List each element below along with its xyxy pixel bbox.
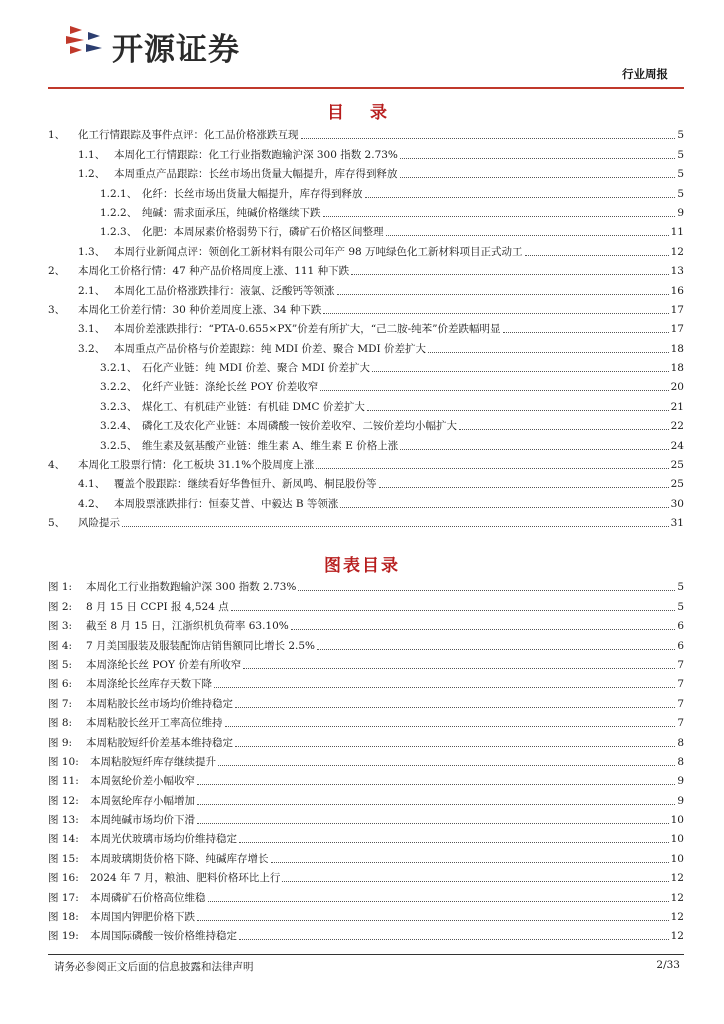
figure-entry[interactable] <box>48 594 684 613</box>
figure-entry[interactable] <box>48 653 684 672</box>
entry-number: 图 1: <box>48 581 73 594</box>
entry-title: 7 月美国服装及服装配饰店销售额同比增长 2.5% <box>86 639 316 652</box>
entry-number: 图 9: <box>48 736 73 749</box>
entry-number: 3、 <box>48 303 66 316</box>
entry-number: 图 18: <box>48 911 79 924</box>
dot-leader <box>503 332 669 333</box>
toc-entry[interactable] <box>48 162 684 181</box>
entry-page: 25 <box>670 459 684 472</box>
entry-title: 化工行情跟踪及事件点评：化工品价格涨跌互现 <box>78 129 299 142</box>
toc-entry[interactable] <box>48 181 684 200</box>
entry-page: 5 <box>677 148 684 161</box>
entry-number: 5、 <box>48 517 66 530</box>
entry-page: 11 <box>670 226 684 239</box>
entry-title: 本周粘胶长丝开工率高位维持 <box>86 717 223 730</box>
figure-entry[interactable] <box>48 691 684 710</box>
toc-entry[interactable] <box>48 356 684 375</box>
entry-title: 本周重点产品跟踪：长丝市场出货量大幅提升，库存得到释放 <box>114 168 398 181</box>
figure-entry[interactable] <box>48 905 684 924</box>
entry-title: 本周玻璃期货价格下降、纯碱库存增长 <box>90 852 269 865</box>
entry-number: 图 7: <box>48 697 73 710</box>
entry-page: 25 <box>670 478 684 491</box>
entry-title: 本周国际磷酸一铵价格维持稳定 <box>90 930 237 943</box>
entry-number: 图 3: <box>48 620 73 633</box>
entry-page: 13 <box>670 265 684 278</box>
entry-page: 12 <box>670 891 684 904</box>
dot-leader <box>282 881 668 882</box>
toc-entry[interactable] <box>48 433 684 452</box>
dot-leader <box>197 823 669 824</box>
entry-page: 16 <box>670 284 684 297</box>
dot-leader <box>386 235 669 236</box>
toc-entry[interactable] <box>48 298 684 317</box>
toc-title: 目 录 <box>327 103 397 123</box>
dot-leader <box>372 371 669 372</box>
entry-title: 本周粘胶短纤库存继续提升 <box>90 755 216 768</box>
dot-leader <box>197 804 675 805</box>
entry-number: 3.1、 <box>78 323 106 336</box>
dot-leader <box>208 901 669 902</box>
figure-entry[interactable] <box>48 730 684 749</box>
entry-number: 2、 <box>48 265 66 278</box>
toc-entry[interactable] <box>48 239 684 258</box>
figure-entry[interactable] <box>48 885 684 904</box>
footer-disclaimer: 请务必参阅正文后面的信息披露和法律声明 <box>54 961 254 973</box>
dot-leader <box>317 649 675 650</box>
entry-page: 24 <box>670 439 684 452</box>
entry-title: 本周磷矿石价格高位维稳 <box>90 891 206 904</box>
dot-leader <box>214 687 675 688</box>
entry-title: 本周化工价差行情：30 种价差周度上涨、34 种下跌 <box>78 303 322 316</box>
entry-page: 5 <box>677 581 684 594</box>
entry-number: 图 15: <box>48 852 79 865</box>
dot-leader <box>291 629 676 630</box>
dot-leader <box>337 294 669 295</box>
table-of-contents <box>48 123 684 530</box>
entry-page: 6 <box>677 639 684 652</box>
toc-entry[interactable] <box>48 336 684 355</box>
entry-page: 6 <box>677 620 684 633</box>
entry-page: 8 <box>677 755 684 768</box>
figure-entry[interactable] <box>48 769 684 788</box>
entry-number: 图 2: <box>48 600 73 613</box>
entry-title: 纯碱：需求面承压，纯碱价格继续下跌 <box>142 206 321 219</box>
figure-entry[interactable] <box>48 711 684 730</box>
report-type-label: 行业周报 <box>622 67 668 81</box>
entry-page: 12 <box>670 872 684 885</box>
entry-title: 石化产业链：纯 MDI 价差、聚合 MDI 价差扩大 <box>142 362 370 375</box>
toc-entry[interactable] <box>48 394 684 413</box>
dot-leader <box>340 507 668 508</box>
entry-number: 3.2.5、 <box>100 439 138 452</box>
entry-number: 4.1、 <box>78 478 106 491</box>
entry-number: 图 12: <box>48 794 79 807</box>
dot-leader <box>271 862 669 863</box>
entry-page: 12 <box>670 930 684 943</box>
entry-title: 本周化工品价格涨跌排行：液氯、泛酸钙等领涨 <box>114 284 335 297</box>
entry-page: 7 <box>677 697 684 710</box>
entry-title: 8 月 15 日 CCPI 报 4,524 点 <box>86 600 229 613</box>
entry-title: 本周光伏玻璃市场均价维持稳定 <box>90 833 237 846</box>
dot-leader <box>400 158 675 159</box>
entry-title: 本周涤纶长丝库存天数下降 <box>86 678 212 691</box>
entry-title: 本周涤纶长丝 POY 价差有所收窄 <box>86 658 242 671</box>
entry-number: 图 14: <box>48 833 79 846</box>
entry-page: 5 <box>677 129 684 142</box>
toc-entry[interactable] <box>48 259 684 278</box>
dot-leader <box>323 216 676 217</box>
entry-title: 化纤产业链：涤纶长丝 POY 价差收窄 <box>142 381 319 394</box>
toc-entry[interactable] <box>48 220 684 239</box>
dot-leader <box>239 939 669 940</box>
entry-number: 图 17: <box>48 891 79 904</box>
dot-leader <box>122 526 669 527</box>
toc-entry[interactable] <box>48 414 684 433</box>
toc-entry[interactable] <box>48 278 684 297</box>
entry-page: 5 <box>677 187 684 200</box>
entry-number: 3.2.1、 <box>100 362 138 375</box>
dot-leader <box>459 429 669 430</box>
dot-leader <box>351 274 669 275</box>
entry-title: 磷化工及农化产业链：本周磷酸一铵价差收窄、二铵价差均小幅扩大 <box>142 420 457 433</box>
dot-leader <box>379 487 669 488</box>
entry-page: 21 <box>670 400 684 413</box>
dot-leader <box>225 726 676 727</box>
entry-page: 17 <box>670 303 684 316</box>
entry-title: 截至 8 月 15 日，江浙织机负荷率 63.10% <box>86 620 289 633</box>
dot-leader <box>239 842 669 843</box>
entry-number: 1.2.2、 <box>100 206 138 219</box>
entry-page: 8 <box>677 736 684 749</box>
entry-title: 本周氨纶价差小幅收窄 <box>90 775 195 788</box>
dot-leader <box>197 784 675 785</box>
entry-title: 本周行业新闻点评：领创化工新材料有限公司年产 98 万吨绿色化工新材料项目正式动工 <box>114 245 523 258</box>
entry-number: 图 4: <box>48 639 73 652</box>
brand-name: 开源证券 <box>112 32 240 68</box>
dot-leader <box>218 765 675 766</box>
entry-number: 图 8: <box>48 717 73 730</box>
toc-entry[interactable] <box>48 317 684 336</box>
entry-number: 1.2.1、 <box>100 187 138 200</box>
figure-entry[interactable] <box>48 788 684 807</box>
entry-number: 图 19: <box>48 930 79 943</box>
entry-number: 图 13: <box>48 814 79 827</box>
figures-title: 图表目录 <box>324 556 400 576</box>
dot-leader <box>243 668 675 669</box>
entry-page: 5 <box>677 600 684 613</box>
entry-page: 22 <box>670 420 684 433</box>
dot-leader <box>298 590 675 591</box>
dot-leader <box>235 707 675 708</box>
figure-entry[interactable] <box>48 614 684 633</box>
entry-page: 18 <box>670 362 684 375</box>
figure-entry[interactable] <box>48 672 684 691</box>
entry-title: 覆盖个股跟踪：继续看好华鲁恒升、新凤鸣、桐昆股份等 <box>114 478 377 491</box>
entry-title: 本周纯碱市场均价下滑 <box>90 814 195 827</box>
entry-number: 1.1、 <box>78 148 106 161</box>
entry-title: 煤化工、有机硅产业链：有机硅 DMC 价差扩大 <box>142 400 365 413</box>
dot-leader <box>197 920 669 921</box>
entry-page: 20 <box>670 381 684 394</box>
entry-title: 本周价差涨跌排行：“PTA-0.655×PX”价差有所扩大，“己二胺-纯苯”价差跌幅明显 <box>114 323 501 336</box>
entry-page: 7 <box>677 678 684 691</box>
dot-leader <box>367 410 669 411</box>
dot-leader <box>231 610 676 611</box>
entry-page: 12 <box>670 245 684 258</box>
toc-entry[interactable] <box>48 472 684 491</box>
entry-number: 3.2、 <box>78 342 106 355</box>
entry-page: 10 <box>670 833 684 846</box>
figure-entry[interactable] <box>48 924 684 943</box>
dot-leader <box>301 138 676 139</box>
entry-title: 本周化工价格行情：47 种产品价格周度上涨、111 种下跌 <box>78 265 350 278</box>
entry-title: 2024 年 7 月，粮油、肥料价格环比上行 <box>90 872 281 885</box>
figure-list <box>48 575 684 943</box>
figure-entry[interactable] <box>48 827 684 846</box>
dot-leader <box>323 313 668 314</box>
toc-entry[interactable] <box>48 491 684 510</box>
entry-page: 12 <box>670 911 684 924</box>
entry-title: 本周股票涨跌排行：恒泰艾普、中毅达 B 等领涨 <box>114 497 339 510</box>
figure-entry[interactable] <box>48 808 684 827</box>
entry-title: 本周化工股票行情：化工板块 31.1%个股周度上涨 <box>78 459 315 472</box>
entry-page: 9 <box>677 775 684 788</box>
entry-page: 7 <box>677 717 684 730</box>
toc-entry[interactable] <box>48 511 684 530</box>
dot-leader <box>316 468 668 469</box>
entry-title: 本周化工行情跟踪：化工行业指数跑输沪深 300 指数 2.73% <box>114 148 398 161</box>
page-header <box>0 0 724 92</box>
figure-entry[interactable] <box>48 866 684 885</box>
entry-number: 图 10: <box>48 755 79 768</box>
header-divider <box>48 87 684 89</box>
brand-mark-icon <box>62 22 106 62</box>
entry-number: 3.2.3、 <box>100 400 138 413</box>
toc-entry[interactable] <box>48 453 684 472</box>
toc-entry[interactable] <box>48 123 684 142</box>
entry-page: 30 <box>670 497 684 510</box>
entry-number: 1、 <box>48 129 66 142</box>
toc-entry[interactable] <box>48 142 684 161</box>
entry-number: 1.2、 <box>78 168 106 181</box>
dot-leader <box>428 352 669 353</box>
entry-title: 风险提示 <box>78 517 120 530</box>
figure-entry[interactable] <box>48 633 684 652</box>
entry-number: 1.2.3、 <box>100 226 138 239</box>
entry-number: 图 11: <box>48 775 79 788</box>
page-number: 2/33 <box>656 959 680 971</box>
entry-title: 化纤：长丝市场出货量大幅提升，库存得到释放 <box>142 187 363 200</box>
entry-page: 10 <box>670 852 684 865</box>
entry-title: 本周国内钾肥价格下跌 <box>90 911 195 924</box>
entry-number: 图 5: <box>48 658 73 671</box>
entry-page: 9 <box>677 206 684 219</box>
entry-page: 9 <box>677 794 684 807</box>
entry-number: 4.2、 <box>78 497 106 510</box>
entry-number: 4、 <box>48 459 66 472</box>
entry-page: 10 <box>670 814 684 827</box>
entry-title: 本周化工行业指数跑输沪深 300 指数 2.73% <box>86 581 297 594</box>
entry-title: 本周重点产品价格与价差跟踪：纯 MDI 价差、聚合 MDI 价差扩大 <box>114 342 426 355</box>
toc-entry[interactable] <box>48 201 684 220</box>
dot-leader <box>320 390 668 391</box>
entry-page: 5 <box>677 168 684 181</box>
entry-title: 本周氨纶库存小幅增加 <box>90 794 195 807</box>
dot-leader <box>525 255 669 256</box>
figure-entry[interactable] <box>48 846 684 865</box>
entry-page: 7 <box>677 658 684 671</box>
entry-number: 3.2.4、 <box>100 420 138 433</box>
entry-title: 本周粘胶短纤价差基本维持稳定 <box>86 736 233 749</box>
dot-leader <box>365 197 676 198</box>
entry-number: 3.2.2、 <box>100 381 138 394</box>
entry-title: 化肥：本周尿素价格弱势下行，磷矿石价格区间整理 <box>142 226 384 239</box>
footer-divider <box>48 954 684 955</box>
entry-page: 18 <box>670 342 684 355</box>
entry-title: 本周粘胶长丝市场均价维持稳定 <box>86 697 233 710</box>
entry-number: 2.1、 <box>78 284 106 297</box>
entry-number: 1.3、 <box>78 245 106 258</box>
dot-leader <box>400 449 668 450</box>
entry-page: 17 <box>670 323 684 336</box>
entry-title: 维生素及氨基酸产业链：维生素 A、维生素 E 价格上涨 <box>142 439 399 452</box>
dot-leader <box>400 177 676 178</box>
entry-number: 图 6: <box>48 678 73 691</box>
figure-entry[interactable] <box>48 750 684 769</box>
entry-page: 31 <box>670 517 684 530</box>
brand-logo <box>62 22 282 68</box>
toc-entry[interactable] <box>48 375 684 394</box>
figure-entry[interactable] <box>48 575 684 594</box>
entry-number: 图 16: <box>48 872 79 885</box>
dot-leader <box>235 746 675 747</box>
